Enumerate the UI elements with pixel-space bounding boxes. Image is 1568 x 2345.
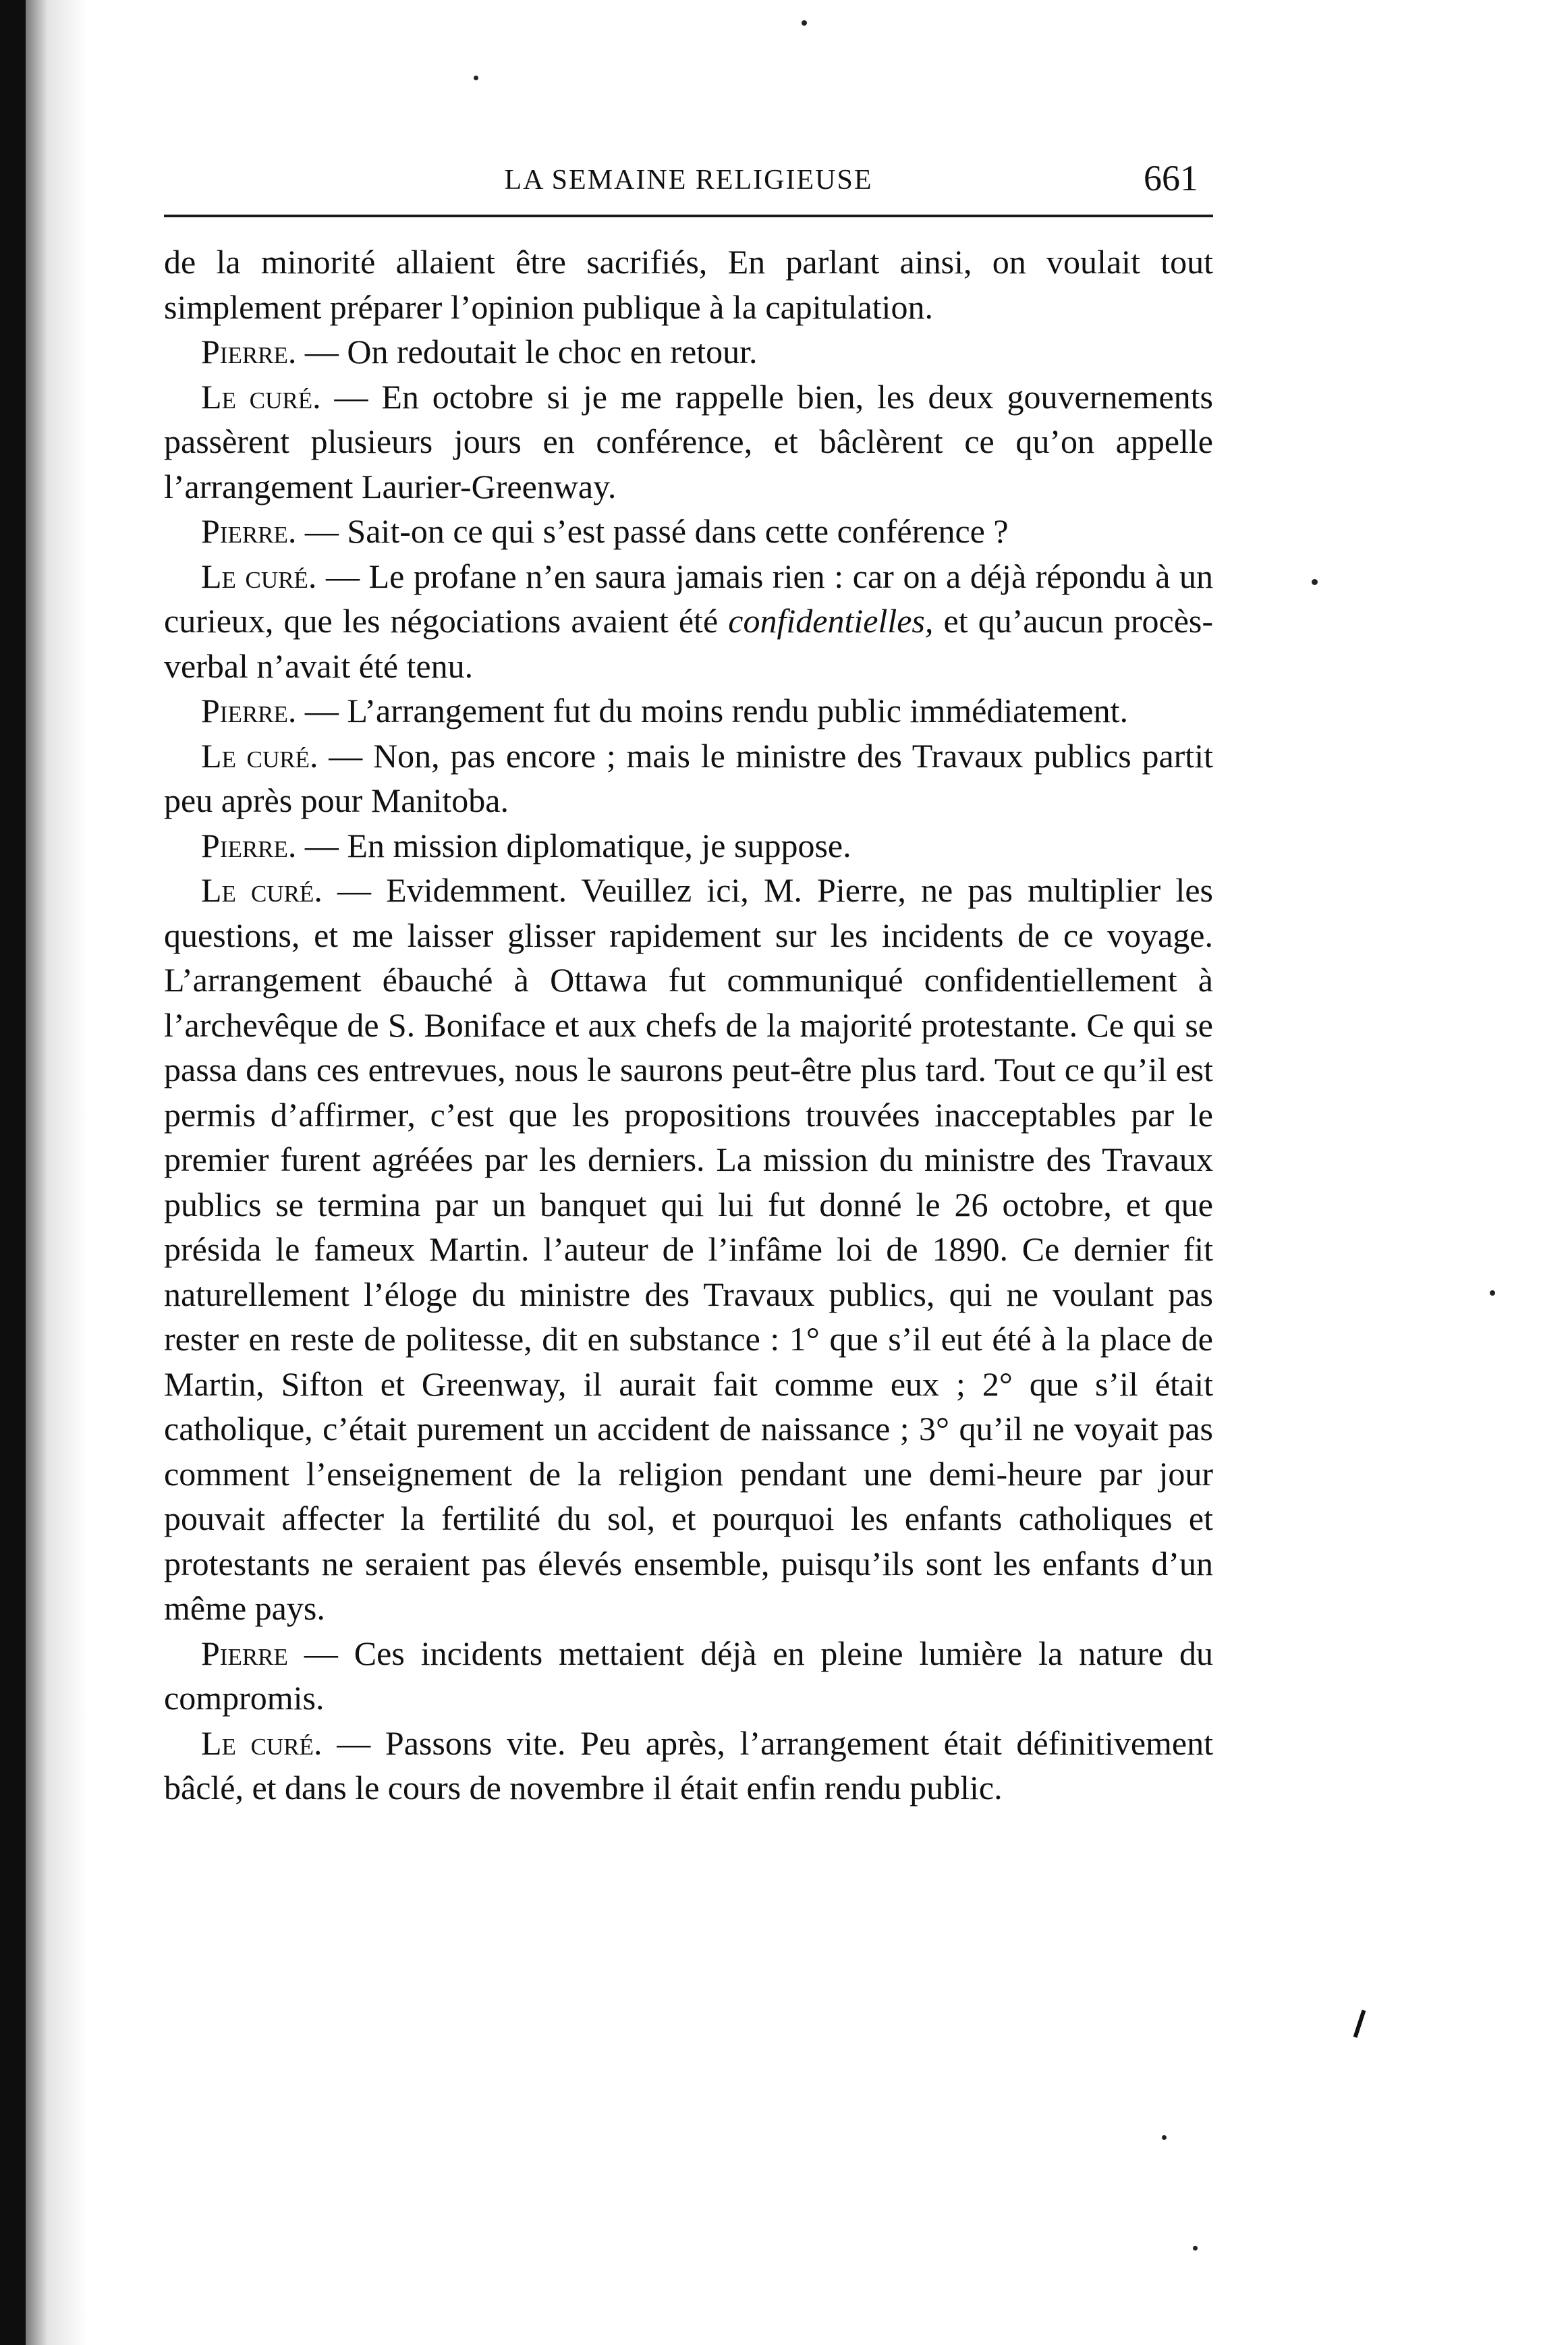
speaker-name: Pierre. <box>201 333 297 370</box>
speaker-name: Pierre. <box>201 826 297 864</box>
paragraph: Le curé. — En octobre si je me rappelle bien, les deux gouvernements passèrent plusieurs jours en conférence, et bâclèrent ce qu’on appelle l’arrangement Laurier-Greenway. <box>164 377 1213 505</box>
italic-word: confidentielles, <box>728 602 934 640</box>
margin-mark <box>1353 2010 1366 2038</box>
speaker-name: Le curé. <box>201 736 318 775</box>
header-rule <box>164 215 1213 217</box>
running-title: LA SEMAINE RELIGIEUSE <box>504 165 873 196</box>
speaker-name: Pierre <box>201 1634 288 1672</box>
paragraph: Le curé. — Non, pas encore ; mais le ministre des Travaux publics partit peu après pour Manitoba. <box>164 736 1213 819</box>
page-number: 661 <box>1144 158 1198 198</box>
scan-speck <box>802 20 807 26</box>
scan-speck <box>1490 1290 1495 1296</box>
page-body <box>164 240 1213 1811</box>
paragraph: Le curé. — Le profane n’en saura jamais rien : car on a déjà répondu à un curieux, que les négociations avaient été confidentielles, et qu’aucun procès-verbal n’avait été tenu. <box>164 557 1214 685</box>
paragraph: Pierre. — Sait-on ce qui s’est passé dans cette conférence ? <box>201 512 1009 550</box>
scan-speck <box>474 76 478 80</box>
paragraph: de la minorité allaient être sacrifiés, En parlant ainsi, on voulait tout simplement préparer l’opinion publique à la capitulation. <box>164 243 1213 326</box>
binding-edge <box>0 0 26 2345</box>
page-header <box>164 157 1213 204</box>
paragraph: Pierre — Ces incidents mettaient déjà en pleine lumière la nature du compromis. <box>164 1634 1214 1717</box>
speaker-name: Le curé. <box>201 557 317 595</box>
binding-shadow <box>26 0 88 2345</box>
scan-speck <box>1312 579 1318 585</box>
speaker-name: Le curé. <box>201 1723 323 1762</box>
speaker-name: Pierre. <box>201 692 297 729</box>
scan-speck <box>1162 2135 1167 2140</box>
speaker-name: Pierre. <box>201 512 297 550</box>
speaker-name: Le curé. <box>201 377 321 416</box>
paragraph: Pierre. — On redoutait le choc en retour. <box>201 333 758 370</box>
paragraph: Le curé. — Evidemment. Veuillez ici, M. Pierre, ne pas multiplier les questions, et me laisser glisser rapidement sur les incidents de ce voyage. L’arrangement ébauché à Ottawa fut communiqué confidentiellement à l’archevêque de S. Boniface et aux chefs de la majorité protestante. Ce qui se passa dans ces entrevues, nous le saurons peut-être plus tard. Tout ce qu’il est permis d’affirmer, c’est que les propositions trouvées inacceptables par le premier furent agréées par les derniers. La mission du ministre des Travaux publics se termina par un banquet qui lui fut donné le 26 octobre, et que présida le fameux Martin. l’auteur de l’infâme loi de 1890. Ce dernier fit naturellement l’éloge du ministre des Travaux publics, qui ne voulant pas rester en reste de politesse, dit en substance : 1° que s’il eut été à la place de Martin, Sifton et Greenway, il aurait fait comme eux ; 2° que s’il était catholique, c’était purement un accident de naissance ; 3° qu’il ne voyait pas comment l’enseignement de la religion pendant une demi-heure par jour pouvait affecter la fertilité du sol, et pourquoi les enfants catholiques et protestants ne seraient pas élevés ensemble, puisqu’ils sont les enfants d’un même pays. <box>164 871 1213 1627</box>
paragraph: Pierre. — L’arrangement fut du moins rendu public immédiatement. <box>201 692 1128 729</box>
speaker-name: Le curé. <box>201 871 323 909</box>
scan-speck <box>1193 2246 1198 2251</box>
paragraph: Le curé. — Passons vite. Peu après, l’arrangement était définitivement bâclé, et dans le cours de novembre il était enfin rendu public. <box>164 1723 1214 1806</box>
paragraph: Pierre. — En mission diplomatique, je suppose. <box>201 826 851 864</box>
